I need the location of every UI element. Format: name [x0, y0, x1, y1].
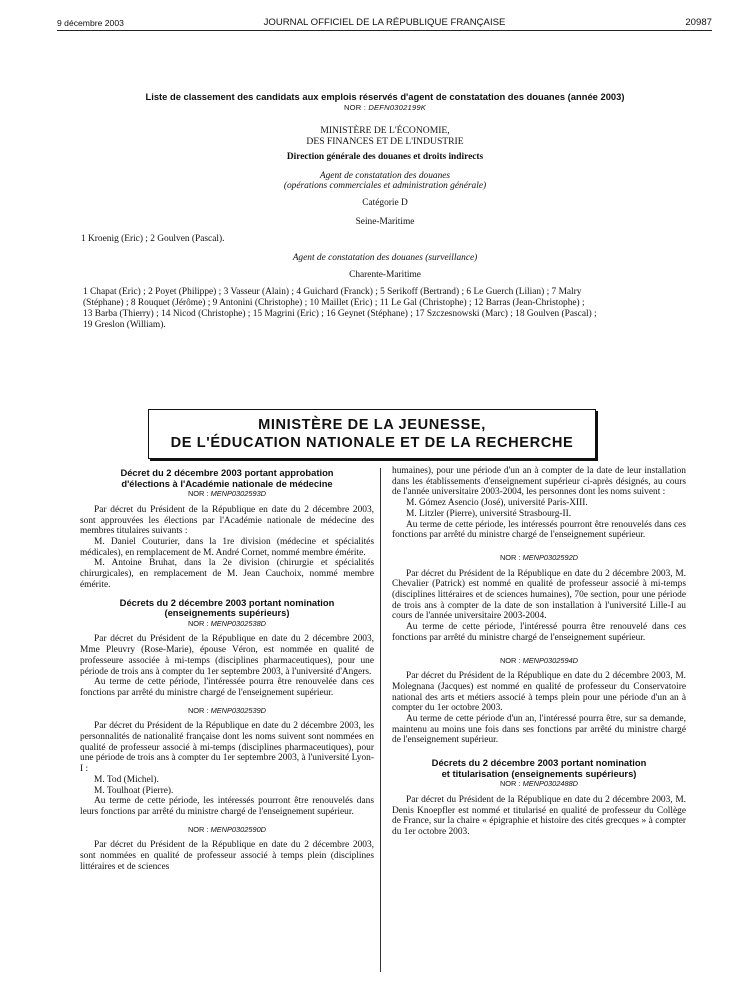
names-seine-maritime: 1 Kroenig (Eric) ; 2 Goulven (Pascal).: [81, 234, 225, 245]
decree-title-line: et titularisation (enseignements supérieurs): [441, 767, 637, 779]
names-line: 19 Greslon (William).: [83, 319, 166, 330]
decree-title: [392, 758, 686, 779]
page-header: [57, 16, 712, 31]
decree-title: [80, 468, 374, 489]
nor-label: NOR :: [343, 102, 367, 112]
person-name: M. Tod (Michel).: [94, 774, 159, 785]
decree-paragraph: Par décret du Président de la République en date du 2 décembre 2003, M. Chevalier (Patrick) est nommé en qualité de professeur associé à mi-temps (disciplines littéraires et de sciences humaines), 70e section, pour une période de trois ans à compter de la date de son installation à l'université Lille-I au cours de l'année universitaire 2003-2004.: [392, 568, 686, 622]
person-name: M. Toulhoat (Pierre).: [94, 785, 174, 796]
decree-paragraph: M. Daniel Couturier, dans la 1re division (médecine et spécialités médicales), en remplacement de M. André Cornet, nommé membre émérite.: [80, 537, 374, 558]
column-divider: [380, 468, 381, 972]
names-line: 1 Chapat (Eric) ; 2 Poyet (Philippe) ; 3 Vasseur (Alain) ; 4 Guichard (Franck) ; 5 Serikoff (Bertrand) ; 6 Le Guerch (Lilian) ; 7 Malry: [83, 286, 582, 297]
ministry-banner: [148, 409, 596, 459]
ministry-name: [87, 126, 683, 148]
nor-code: MENP0302594D: [522, 655, 579, 665]
decree-title-line: d'élections à l'Académie nationale de médecine: [121, 477, 333, 489]
decree-nor: NOR : MENP0302488D: [499, 779, 579, 789]
banner-line-2: DE L'ÉDUCATION NATIONALE ET DE LA RECHERCHE: [170, 435, 574, 451]
categorie-label: Catégorie D: [362, 198, 408, 209]
agent-line-2: (opérations commerciales et administration générale): [283, 181, 487, 192]
ministry-line-1: MINISTÈRE DE L'ÉCONOMIE,: [320, 124, 450, 136]
decree-title-line: Décrets du 2 décembre 2003 portant nomination: [431, 757, 647, 769]
decree-paragraph: Par décret du Président de la République en date du 2 décembre 2003, les personnalités de nationalité française dont les noms suivent sont nommées en qualité de professeur associé à mi-temps (disciplines pharmaceutiques), pour une période de trois ans à compter du 1er septembre 2003, à l'université Lyon-I :: [80, 721, 374, 775]
header-date: 9 décembre 2003: [57, 18, 124, 28]
agent-surveillance-heading: Agent de constatation des douanes (surveillance): [292, 253, 478, 264]
nor-code: MENP0302539D: [210, 705, 267, 715]
decree-title-line: (enseignements supérieurs): [164, 607, 290, 619]
nor-code: MENP0302488D: [522, 779, 579, 789]
nor-code: MENP0302538D: [210, 618, 267, 628]
right-column: [392, 466, 686, 838]
decree-nor: NOR : MENP0302593D: [187, 489, 267, 499]
liste-title: Liste de classement des candidats aux emplois réservés d'agent de constatation des douanes (année 2003): [145, 91, 625, 102]
header-journal-title: JOURNAL OFFICIEL DE LA RÉPUBLIQUE FRANÇAISE: [263, 17, 506, 28]
decree-paragraph: Par décret du Président de la République en date du 2 décembre 2003, M. Denis Knoepfler est nommé et titularisé en qualité de professeur du Collège de France, sur la chaire « épigraphie et histoire des cités grecques » à compter du 1er octobre 2003.: [392, 795, 686, 838]
nor-code: MENP0302590D: [210, 824, 267, 834]
agent-heading: [87, 171, 683, 193]
decree-paragraph: Au terme de cette période, les intéressés pourront être renouvelés dans ces fonctions par arrêté du ministre chargé de l'enseignement supérieur.: [392, 519, 686, 541]
decree-paragraph: humaines), pour une période d'un an à compter de la date de leur installation dans les établissements d'enseignement supérieur ci-après désignés, au cours de l'année universitaire 2003-2004, les personnes dont les noms suivent :: [392, 466, 686, 498]
region-seine-maritime: Seine-Maritime: [355, 217, 415, 228]
decree-paragraph: Par décret du Président de la République en date du 2 décembre 2003, sont nommées en qualité de professeur associé à temps plein (disciplines littéraires et de sciences: [80, 840, 374, 872]
decree-title-line: Décret du 2 décembre 2003 portant approbation: [120, 467, 334, 478]
direction-name: Direction générale des douanes et droits indirects: [286, 151, 484, 162]
decree-paragraph: Au terme de cette période, l'intéressé pourra être renouvelé dans ces fonctions par arrêté du ministre chargé de l'enseignement supérieur.: [392, 622, 686, 643]
decree-nor: NOR : MENP0302538D: [187, 618, 267, 628]
decree-nor: NOR : MENP0302539D: [187, 705, 267, 715]
nor-code: MENP0302592D: [522, 552, 579, 562]
liste-classement-section: [81, 91, 683, 331]
person-name: M. Litzler (Pierre), université Strasbourg-II.: [406, 508, 572, 519]
decree-nor: NOR : MENP0302590D: [187, 824, 267, 834]
decree-paragraph: M. Antoine Bruhat, dans la 2e division (chirurgie et spécialités chirurgicales), en remplacement de M. Jean Cauchoix, nommé membre émérite.: [80, 558, 374, 590]
header-page-number: 20987: [685, 17, 712, 28]
decree-paragraph: Au terme de cette période, l'intéressée pourra être renouvelée dans ces fonctions par arrêté du ministre chargé de l'enseignement supérieur.: [80, 677, 374, 698]
decree-paragraph: Au terme de cette période, les intéressés pourront être renouvelés dans leurs fonctions par arrêté du ministre chargé de l'enseignement supérieur.: [80, 796, 374, 817]
decree-title-line: Décrets du 2 décembre 2003 portant nomination: [119, 596, 335, 608]
ministry-line-2: DES FINANCES ET DE L'INDUSTRIE: [306, 135, 464, 147]
names-charente-maritime: [83, 287, 689, 331]
decree-nor: NOR : MENP0302594D: [499, 655, 579, 665]
decree-nor: NOR : MENP0302592D: [499, 552, 579, 562]
decree-paragraph: Par décret du Président de la République en date du 2 décembre 2003, sont approuvées les élections par l'Académie nationale de médecine des membres titulaires suivants :: [80, 504, 374, 537]
nor-code: MENP0302593D: [210, 489, 267, 499]
decree-paragraph: Par décret du Président de la République en date du 2 décembre 2003, Mme Pleuvry (Rose-Marie), épouse Véron, est nommée en qualité de professeure associée à mi-temps (disciplines pharmaceutiques), pour une période de trois ans à compter du 1er septembre 2003, à l'université d'Angers.: [80, 634, 374, 677]
banner-line-1: MINISTÈRE DE LA JEUNESSE,: [258, 417, 486, 433]
names-line: (Stéphane) ; 8 Rouquet (Jérôme) ; 9 Antonini (Christophe) ; 10 Maillet (Eric) ; 11 Le Gal (Christophe) ; 12 Barras (Jean-Christophe) ;: [83, 297, 585, 308]
nor-code: DEFN0302199K: [368, 102, 427, 112]
decree-paragraph: Au terme de cette période d'un an, l'intéressé pourra être, sur sa demande, maintenu au moins une fois dans ses fonctions par arrêté du ministre chargé de l'enseignement supérieur.: [392, 714, 686, 746]
liste-nor: [87, 103, 683, 114]
person-name: M. Gómez Asencio (José), université Paris-XIII.: [406, 498, 588, 509]
left-column: [80, 468, 374, 872]
decree-paragraph: Par décret du Président de la République en date du 2 décembre 2003, M. Molegnana (Jacques) est nommé en qualité de professeur du Conservatoire national des arts et métiers associé à temps plein pour une période d'un an à compter du 1er octobre 2003.: [392, 671, 686, 714]
agent-line-1: Agent de constatation des douanes: [319, 170, 451, 181]
decree-title: [80, 598, 374, 619]
region-charente-maritime: Charente-Maritime: [349, 269, 421, 280]
names-line: 13 Barba (Thierry) ; 14 Nicod (Christophe) ; 15 Magrini (Eric) ; 16 Geynet (Stéphane) ; 17 Szczesnowski (Marc) ; 18 Goulven (Pascal) ;: [83, 308, 597, 319]
